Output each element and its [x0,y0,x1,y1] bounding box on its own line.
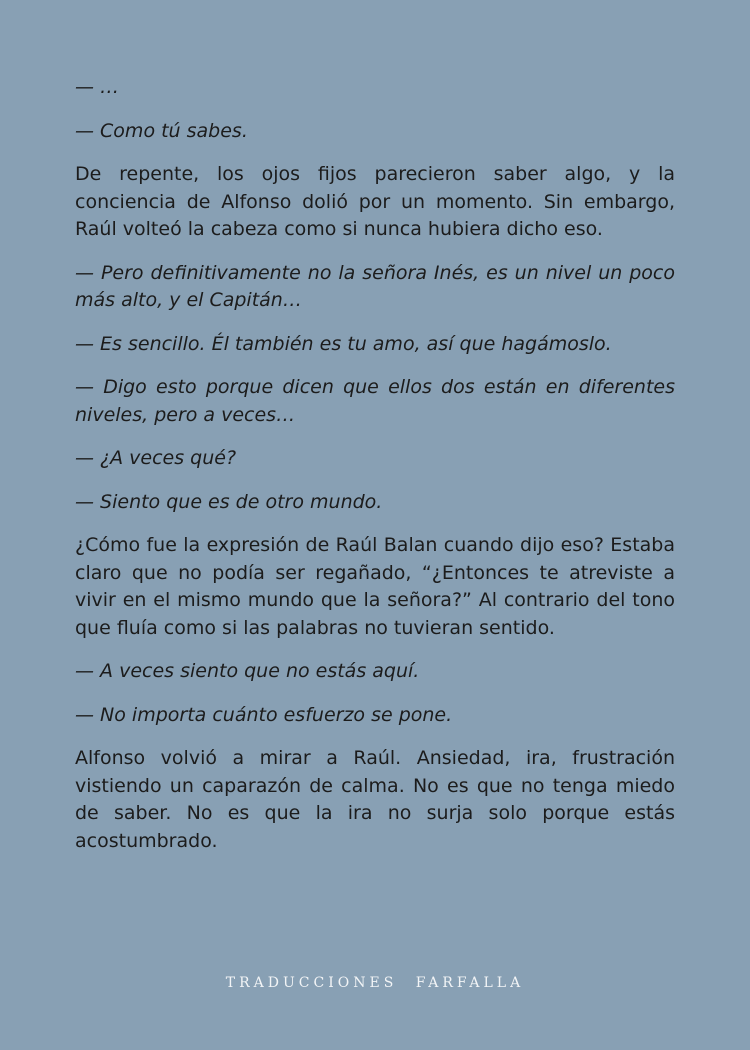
paragraph-11: — No importa cuánto esfuerzo se pone. [75,703,453,726]
paragraph-6: — Digo esto porque dicen que ellos dos están en diferentes niveles, pero a veces… [75,376,675,426]
paragraph-4: — Pero definitivamente no la señora Inés, es un nivel un poco más alto, y el Capitán… [75,261,675,311]
footer-credit: TRADUCCIONES FARFALLA [225,975,525,991]
paragraph-5: — Es sencillo. Él también es tu amo, así que hagámoslo. [75,332,612,355]
page-body [75,74,675,871]
paragraph-10: — A veces siento que no estás aquí. [75,660,420,682]
paragraph-8: — Siento que es de otro mundo. [75,490,383,513]
paragraph-3: De repente, los ojos fijos parecieron saber algo, y la conciencia de Alfonso dolió por un momento. Sin embargo, Raúl volteó la cabeza como si nunca hubiera dicho eso. [75,163,675,240]
paragraph-9: ¿Cómo fue la expresión de Raúl Balan cuando dijo eso? Estaba claro que no podía ser regañado, “¿Entonces te atreviste a vivir en el mismo mundo que la señora?” Al contrario del tono que fluía como si las palabras no tuvieran sentido. [75,534,675,639]
paragraph-1: — … [75,76,120,98]
paragraph-2: — Como tú sabes. [75,119,248,142]
paragraph-12: Alfonso volvió a mirar a Raúl. Ansiedad, ira, frustración vistiendo un caparazón de calma. No es que no tenga miedo de saber. No es que la ira no surja solo porque estás acostumbrado. [75,747,675,852]
paragraph-7: — ¿A veces qué? [75,447,237,469]
